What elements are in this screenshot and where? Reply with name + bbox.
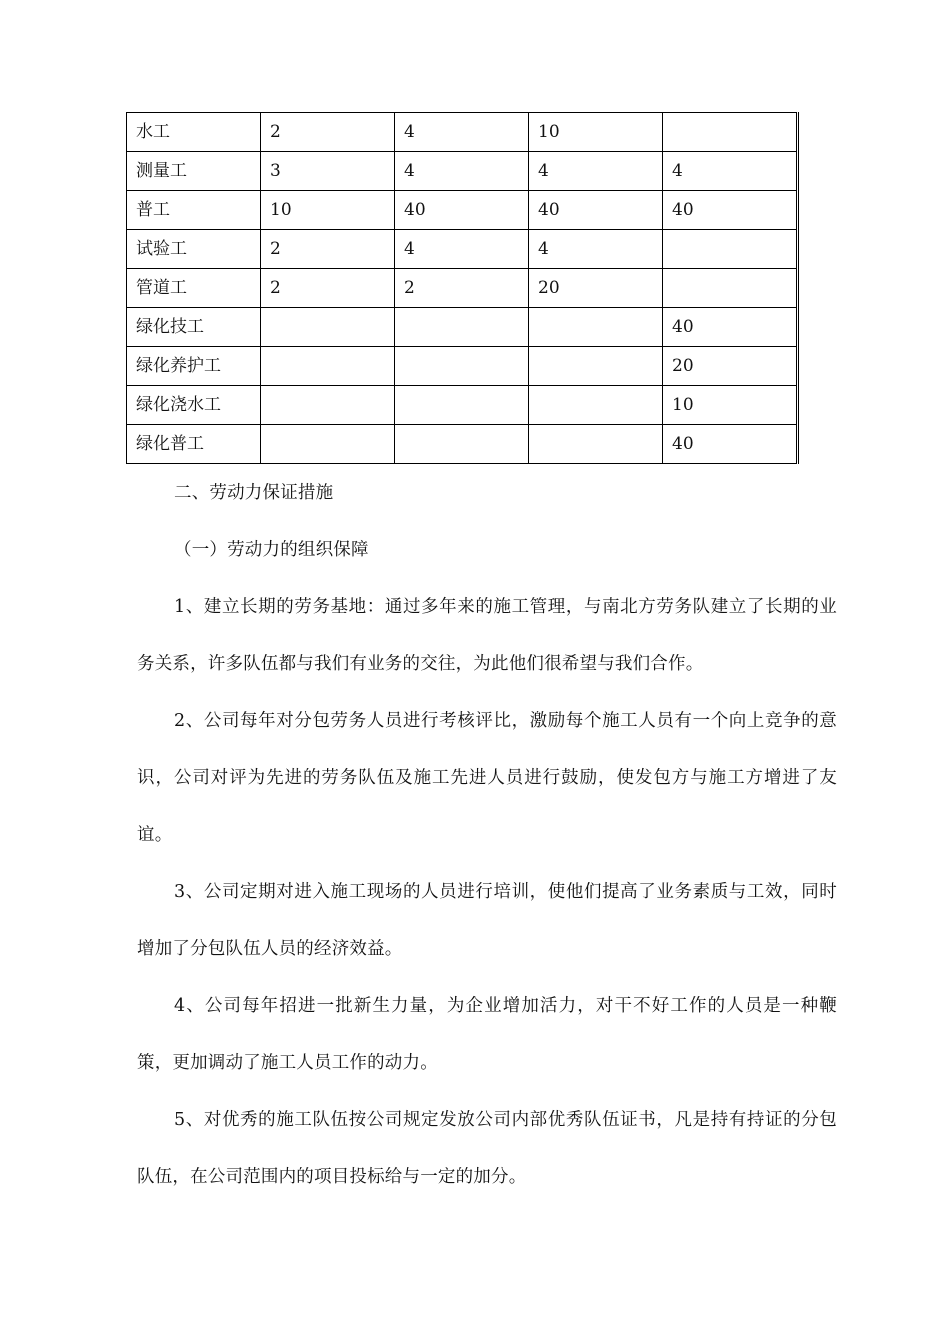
table-row [127, 308, 798, 347]
table-cell: 4 [529, 230, 663, 269]
table-cell [663, 113, 798, 152]
table-cell [529, 308, 663, 347]
table-cell: 4 [395, 113, 529, 152]
table-cell: 40 [663, 425, 798, 464]
paragraph: 1、建立长期的劳务基地：通过多年来的施工管理，与南北方劳务队建立了长期的业务关系，许多队伍都与我们有业务的交往，为此他们很希望与我们合作。 [137, 597, 837, 674]
table-cell [529, 386, 663, 425]
table-cell: 2 [261, 269, 395, 308]
table-cell [529, 425, 663, 464]
table-cell: 4 [529, 152, 663, 191]
table-row [127, 191, 798, 230]
table-cell [663, 230, 798, 269]
table-cell [529, 347, 663, 386]
table-cell-type: 绿化技工 [127, 308, 261, 347]
table-cell: 4 [395, 152, 529, 191]
table-cell: 2 [261, 113, 395, 152]
paragraph: 4、公司每年招进一批新生力量，为企业增加活力，对干不好工作的人员是一种鞭策，更加调动了施工人员工作的动力。 [137, 996, 837, 1073]
table-cell: 2 [261, 230, 395, 269]
table-cell [395, 347, 529, 386]
table-cell: 40 [395, 191, 529, 230]
labor-table [126, 112, 799, 464]
table-cell-type: 绿化养护工 [127, 347, 261, 386]
table-cell-type: 普工 [127, 191, 261, 230]
table-cell: 10 [261, 191, 395, 230]
table-cell [663, 269, 798, 308]
table-row [127, 152, 798, 191]
table-cell [395, 425, 529, 464]
table-row [127, 269, 798, 308]
table-cell: 40 [529, 191, 663, 230]
table-cell-type: 水工 [127, 113, 261, 152]
section-heading: 二、劳动力保证措施 [174, 483, 334, 503]
table-cell [395, 386, 529, 425]
table-cell-type: 管道工 [127, 269, 261, 308]
table-cell: 10 [529, 113, 663, 152]
table-cell [261, 308, 395, 347]
table-cell-type: 试验工 [127, 230, 261, 269]
paragraph: 5、对优秀的施工队伍按公司规定发放公司内部优秀队伍证书，凡是持有持证的分包队伍，在公司范围内的项目投标给与一定的加分。 [137, 1110, 837, 1187]
table-cell: 20 [663, 347, 798, 386]
table-row [127, 425, 798, 464]
table-cell: 4 [663, 152, 798, 191]
paragraph: 3、公司定期对进入施工现场的人员进行培训，使他们提高了业务素质与工效，同时增加了分包队伍人员的经济效益。 [137, 882, 837, 959]
table-cell: 4 [395, 230, 529, 269]
table-cell [261, 425, 395, 464]
table-cell: 10 [663, 386, 798, 425]
table-cell [395, 308, 529, 347]
table-cell [261, 347, 395, 386]
table-row [127, 347, 798, 386]
subsection-heading: （一）劳动力的组织保障 [174, 540, 369, 560]
table-cell: 2 [395, 269, 529, 308]
table-row [127, 386, 798, 425]
table-cell-type: 绿化普工 [127, 425, 261, 464]
table-cell [261, 386, 395, 425]
table-cell: 40 [663, 308, 798, 347]
table-cell-type: 测量工 [127, 152, 261, 191]
table-cell: 3 [261, 152, 395, 191]
table-row [127, 113, 798, 152]
table-row [127, 230, 798, 269]
table-cell: 40 [663, 191, 798, 230]
table-cell: 20 [529, 269, 663, 308]
paragraph: 2、公司每年对分包劳务人员进行考核评比，激励每个施工人员有一个向上竞争的意识，公司对评为先进的劳务队伍及施工先进人员进行鼓励，使发包方与施工方增进了友谊。 [137, 711, 837, 845]
table-cell-type: 绿化浇水工 [127, 386, 261, 425]
